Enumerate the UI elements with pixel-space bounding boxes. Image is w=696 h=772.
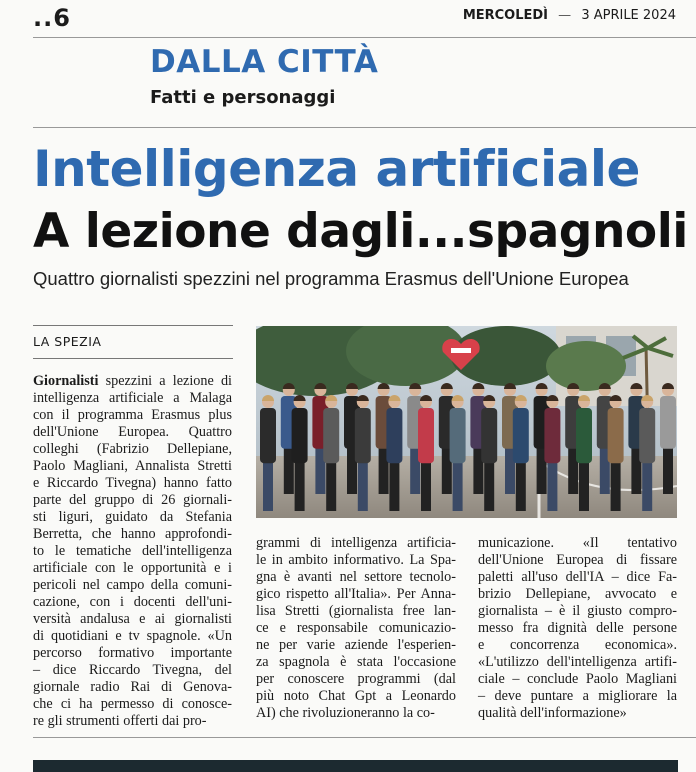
column-line: grammi di intelligenza artificia- xyxy=(256,535,456,551)
column-line: e concorrenza economica». xyxy=(478,637,677,653)
column-line: intelligenza artificiale a Malaga xyxy=(33,390,232,406)
column-line xyxy=(33,373,232,390)
column-line: – dice Riccardo Tivegna, del xyxy=(33,662,232,678)
column-line: Paolo Magliani, Annalista Stretti xyxy=(33,458,232,474)
column-line: lisa Stretti (giornalista free lan- xyxy=(256,603,456,619)
column-line: ce e responsabile comunicazio- xyxy=(256,620,456,636)
issue-date xyxy=(463,8,676,23)
article-column-2 xyxy=(256,535,456,722)
column-line: to le tematiche dell'intelligenza xyxy=(33,543,232,559)
column-line: Berretta, che hanno approfondi- xyxy=(33,526,232,542)
bottom-rule xyxy=(33,737,696,738)
column-line: AI) che rivoluzioneranno la co- xyxy=(256,705,435,721)
column-line: giornale radio Rai di Genova- xyxy=(33,679,232,695)
lead-word: Giornalisti xyxy=(33,373,99,389)
group-photo-illustration xyxy=(256,326,677,518)
weekday: MERCOLEDÌ xyxy=(462,8,549,23)
column-line: municazione. «Il tentativo xyxy=(478,535,677,551)
column-line: ne per varie aziende l'esperien- xyxy=(256,637,456,653)
group-photo xyxy=(256,326,677,518)
headline-primary: Intelligenza artificiale xyxy=(33,140,640,198)
column-line: e Riccardo Tivegna) hanno fatto xyxy=(33,475,232,491)
header-rule xyxy=(33,37,696,38)
lead-rest: spezzini a lezione di xyxy=(98,373,232,389)
article-column-1 xyxy=(33,373,232,730)
column-line: gna è avanti nel settore tecnolo- xyxy=(256,569,456,585)
headline-secondary: A lezione dagli...spagnoli xyxy=(33,204,688,259)
date: 3 APRILE 2024 xyxy=(581,8,676,23)
column-line: re gli strumenti offerti dai pro- xyxy=(33,713,207,729)
article-deck: Quattro giornalisti spezzini nel programma Erasmus dell'Unione Europea xyxy=(33,268,629,289)
column-line: le in ambito informativo. La Spa- xyxy=(256,552,456,568)
column-line: – deve puntare a migliorare la xyxy=(478,688,677,704)
column-line: più noto Chat Gpt a Leonardo xyxy=(256,688,456,704)
column-line: colleghi (Fabrizio Dellepiane, xyxy=(33,441,232,457)
date-separator: — xyxy=(558,8,572,23)
column-line: paletti all'uso dell'IA – dice Fa- xyxy=(478,569,677,585)
column-line: sti liguri, guidato da Stefania xyxy=(33,509,232,525)
column-line: pericoli nel campo della comuni- xyxy=(33,577,232,593)
article-column-3 xyxy=(478,535,677,722)
bottom-banner-edge xyxy=(33,760,678,772)
dateline-rule-bottom xyxy=(33,358,233,359)
column-line: parte del gruppo di 26 giornali- xyxy=(33,492,232,508)
column-line: di quotidiani e tv spagnole. «Un xyxy=(33,628,232,644)
section-rule xyxy=(33,127,696,128)
column-line: za spagnola è stata l'occasione xyxy=(256,654,456,670)
column-1-body xyxy=(33,390,232,730)
column-line: ciale – conclude Paolo Magliani xyxy=(478,671,677,687)
column-line: che ci ha permesso di conosce- xyxy=(33,696,232,712)
column-line: giornalista – è il giusto compro- xyxy=(478,603,677,619)
dateline: LA SPEZIA xyxy=(33,334,102,349)
dateline-rule-top xyxy=(33,325,233,326)
page-number: ..6 xyxy=(33,4,71,32)
column-line: per conoscere programmi (dal xyxy=(256,671,456,687)
column-line: brizio Dellepiane, avvocato e xyxy=(478,586,677,602)
column-line: qualità dell'informazione» xyxy=(478,705,627,721)
column-line: gico rispetto all'Italia». Per Anna- xyxy=(256,586,456,602)
column-line: percorso formativo importante xyxy=(33,645,232,661)
column-line: messo fra dignità delle persone xyxy=(478,620,677,636)
column-line: artificiale con le opportunità e i xyxy=(33,560,232,576)
section-subtitle: Fatti e personaggi xyxy=(150,87,336,108)
column-line: cazione, con i docenti dell'uni- xyxy=(33,594,232,610)
column-line: versità andalusa e ai giornalisti xyxy=(33,611,232,627)
section-title: DALLA CITTÀ xyxy=(150,44,379,80)
column-line: dell'Unione Europea di fissare xyxy=(478,552,677,568)
column-line: «L'utilizzo dell'intelligenza artifi- xyxy=(478,654,677,670)
column-line: con il programma Erasmus plus xyxy=(33,407,232,423)
column-line: dell'Unione Europea. Quattro xyxy=(33,424,232,440)
